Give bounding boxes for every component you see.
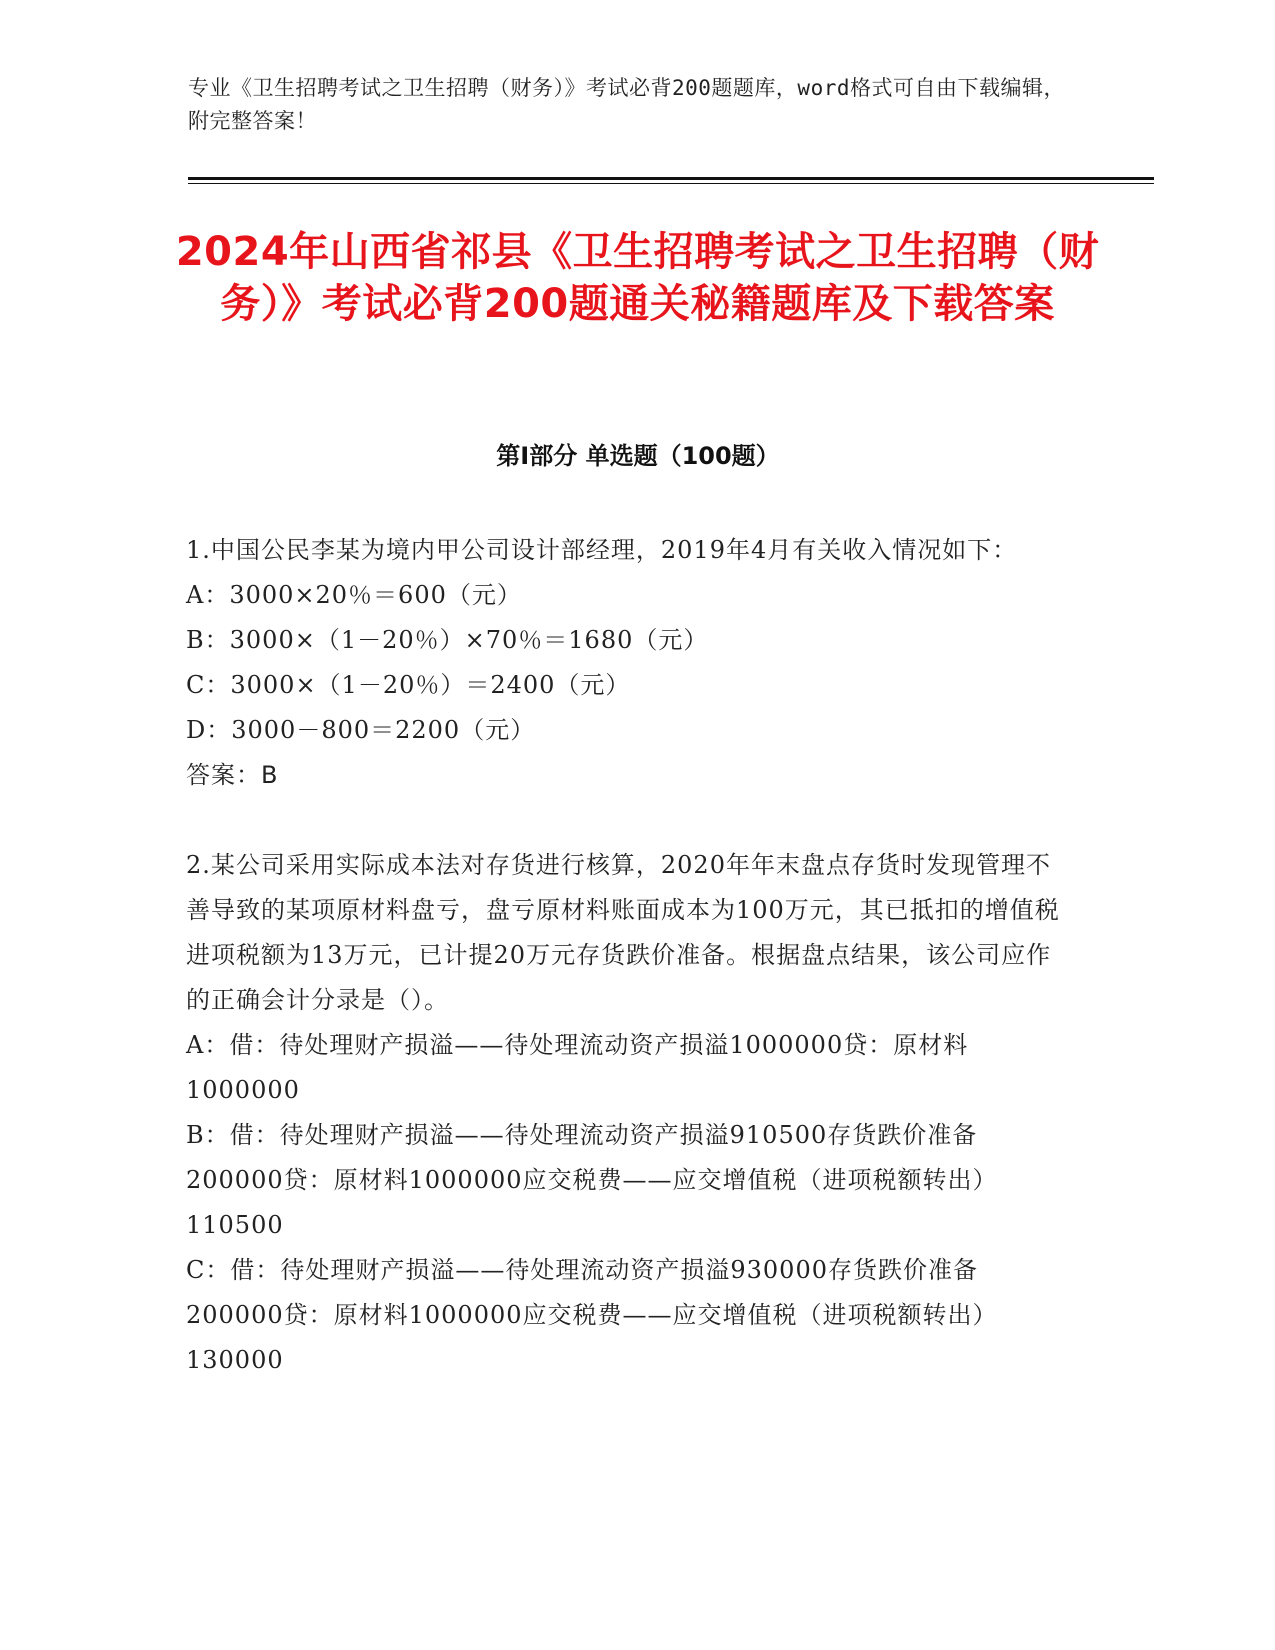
question-spacer <box>186 798 1071 843</box>
option-c: C：3000×（1－20％）＝2400（元） <box>186 671 631 699</box>
question-list <box>186 528 1071 1383</box>
option-d: D：3000－800＝2200（元） <box>186 716 536 744</box>
question-stem: 2.某公司采用实际成本法对存货进行核算，2020年年末盘点存货时发现管理不善导致的某项原材料盘亏，盘亏原材料账面成本为100万元，其已抵扣的增值税进项税额为13万元，已计提20万元存货跌价准备。根据盘点结果，该公司应作的正确会计分录是（）。 <box>186 851 1060 1014</box>
page-title: 2024年山西省祁县《卫生招聘考试之卫生招聘（财务）》考试必背200题通关秘籍题库及下载答案 <box>175 229 1100 327</box>
option-a: A：借：待处理财产损溢——待处理流动资产损溢1000000贷：原材料1000000 <box>186 1031 969 1104</box>
section-heading: 第I部分 单选题（100题） <box>496 442 780 470</box>
option-c: C：借：待处理财产损溢——待处理流动资产损溢930000存货跌价准备200000贷：原材料1000000应交税费——应交增值税（进项税额转出）130000 <box>186 1256 998 1374</box>
question-2 <box>186 843 1071 1383</box>
header-divider-thick <box>188 177 1154 180</box>
question-stem: 1.中国公民李某为境内甲公司设计部经理，2019年4月有关收入情况如下： <box>186 536 1018 564</box>
option-a: A：3000×20％＝600（元） <box>186 581 522 609</box>
answer-line: 答案：B <box>186 761 279 789</box>
question-1 <box>186 528 1071 798</box>
header-note: 专业《卫生招聘考试之卫生招聘（财务）》考试必背200题题库，word格式可自由下载编辑，附完整答案！ <box>188 76 1065 133</box>
header-divider-thin <box>188 183 1154 184</box>
option-b: B：借：待处理财产损溢——待处理流动资产损溢910500存货跌价准备200000贷：原材料1000000应交税费——应交增值税（进项税额转出）110500 <box>186 1121 998 1239</box>
option-b: B：3000×（1－20％）×70％＝1680（元） <box>186 626 709 654</box>
